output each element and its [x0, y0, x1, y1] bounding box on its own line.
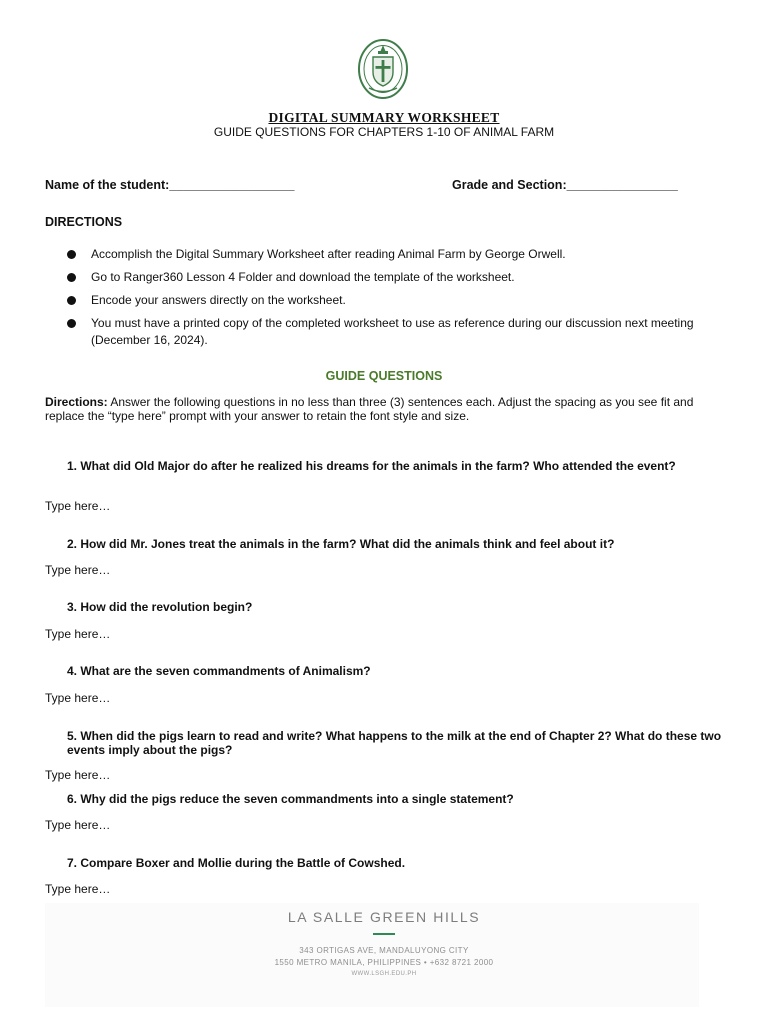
worksheet-title: DIGITAL SUMMARY WORKSHEET	[268, 110, 500, 125]
question-4: 4. What are the seven commandments of Animalism?	[67, 664, 371, 678]
bullet-icon	[67, 296, 76, 305]
guide-directions-label: Directions:	[45, 395, 108, 409]
answer-3[interactable]: Type here…	[45, 627, 111, 641]
question-1: 1. What did Old Major do after he realized his dreams for the animals in the farm? Who attended the event?	[67, 459, 676, 473]
directions-item-text: Encode your answers directly on the worksheet.	[91, 293, 346, 307]
student-name-field[interactable]	[45, 178, 294, 192]
directions-list-item	[67, 269, 717, 286]
footer-divider	[373, 933, 395, 935]
directions-list-item	[67, 315, 717, 349]
directions-item-text: You must have a printed copy of the completed worksheet to use as reference during our discussion next meeting (December 16, 2024).	[91, 316, 694, 347]
school-crest-logo	[357, 38, 409, 100]
guide-directions-paragraph	[45, 396, 725, 423]
question-3: 3. How did the revolution begin?	[67, 600, 253, 614]
grade-section-label: Grade and Section:	[452, 178, 567, 192]
grade-section-field[interactable]	[452, 178, 678, 192]
worksheet-subtitle: GUIDE QUESTIONS FOR CHAPTERS 1-10 OF ANIMAL FARM	[213, 125, 555, 139]
student-name-label: Name of the student:	[45, 178, 170, 192]
directions-list-item	[67, 246, 717, 263]
directions-item-text: Go to Ranger360 Lesson 4 Folder and download the template of the worksheet.	[91, 270, 515, 284]
question-2: 2. How did Mr. Jones treat the animals in the farm? What did the animals think and feel about it?	[67, 537, 615, 551]
answer-2[interactable]: Type here…	[45, 563, 111, 577]
guide-questions-heading: GUIDE QUESTIONS	[325, 369, 443, 383]
question-6: 6. Why did the pigs reduce the seven commandments into a single statement?	[67, 792, 514, 806]
question-5: 5. When did the pigs learn to read and write? What happens to the milk at the end of Chapter 2? What do these two events imply about the pigs?	[67, 729, 722, 757]
answer-4[interactable]: Type here…	[45, 691, 111, 705]
grade-section-blank[interactable]: ________________	[566, 178, 678, 192]
guide-directions-text: Answer the following questions in no less than three (3) sentences each. Adjust the spacing as you see fit and replace the “type here” prompt with your answer to retain the font style and size.	[45, 395, 694, 423]
footer-address-line-1: 343 ORTIGAS AVE, MANDALUYONG CITY	[299, 946, 469, 955]
footer-website-link[interactable]: WWW.LSGH.EDU.PH	[351, 971, 417, 977]
directions-list	[67, 246, 717, 355]
question-7: 7. Compare Boxer and Mollie during the Battle of Cowshed.	[67, 856, 406, 870]
answer-5[interactable]: Type here…	[45, 768, 111, 782]
bullet-icon	[67, 319, 76, 328]
footer-address-line-2: 1550 METRO MANILA, PHILIPPINES • +632 8721 2000	[274, 958, 494, 967]
answer-7[interactable]: Type here…	[45, 882, 111, 896]
directions-item-text: Accomplish the Digital Summary Worksheet after reading Animal Farm by George Orwell.	[91, 247, 566, 261]
footer-school-name: LA SALLE GREEN HILLS	[287, 909, 481, 925]
answer-6[interactable]: Type here…	[45, 818, 111, 832]
bullet-icon	[67, 273, 76, 282]
directions-list-item	[67, 292, 717, 309]
directions-heading: DIRECTIONS	[45, 215, 123, 229]
student-name-blank[interactable]: __________________	[169, 178, 295, 192]
la-salle-green-hills-crest-icon	[357, 38, 409, 100]
bullet-icon	[67, 250, 76, 259]
answer-1[interactable]: Type here…	[45, 499, 111, 513]
